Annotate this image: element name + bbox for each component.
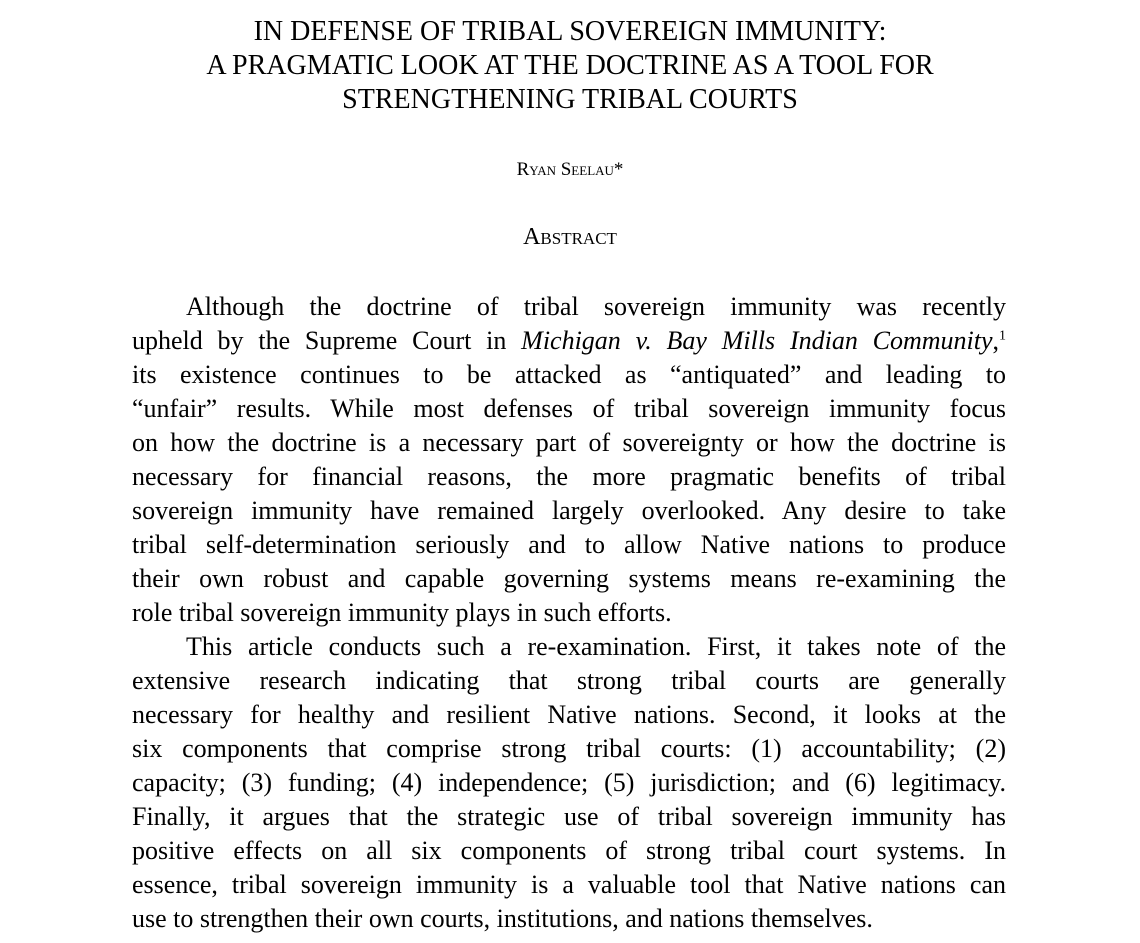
text-line: use to strengthen their own courts, institutions, and nations themselves. bbox=[132, 904, 873, 933]
title-line-3: STRENGTHENING TRIBAL COURTS bbox=[342, 84, 798, 115]
text-segment: , bbox=[992, 326, 1000, 355]
text-line: Finally, it argues that the strategic use of tribal sovereign immunity has bbox=[132, 802, 1006, 831]
author-name: Ryan Seelau bbox=[516, 159, 614, 180]
text-line: necessary for financial reasons, the more pragmatic benefits of tribal bbox=[132, 462, 1006, 491]
title-line-2: A PRAGMATIC LOOK AT THE DOCTRINE AS A TOOL FOR bbox=[206, 50, 934, 81]
text-line: essence, tribal sovereign immunity is a valuable tool that Native nations can bbox=[132, 870, 1006, 899]
abstract-paragraph-2 bbox=[132, 630, 1006, 936]
abstract-heading: Abstract bbox=[523, 224, 617, 250]
case-citation: Michigan v. Bay Mills Indian Community bbox=[521, 326, 993, 355]
text-line: their own robust and capable governing systems means re-examining the bbox=[132, 564, 1006, 593]
text-line: capacity; (3) funding; (4) independence; (5) jurisdiction; and (6) legitimacy. bbox=[132, 768, 1006, 797]
text-line: role tribal sovereign immunity plays in such efforts. bbox=[132, 598, 672, 627]
title-line-1: IN DEFENSE OF TRIBAL SOVEREIGN IMMUNITY: bbox=[253, 16, 887, 47]
text-line: extensive research indicating that strong tribal courts are generally bbox=[132, 666, 1006, 695]
text-line bbox=[132, 324, 1006, 358]
text-line: six components that comprise strong tribal courts: (1) accountability; (2) bbox=[132, 734, 1006, 763]
text-line: on how the doctrine is a necessary part of sovereignty or how the doctrine is bbox=[132, 428, 1006, 457]
text-line: positive effects on all six components of strong tribal court systems. In bbox=[132, 836, 1006, 865]
text-line: sovereign immunity have remained largely overlooked. Any desire to take bbox=[132, 496, 1006, 525]
footnote-reference: 1 bbox=[999, 328, 1007, 344]
author-byline bbox=[0, 158, 1140, 182]
text-line: Although the doctrine of tribal sovereign immunity was recently bbox=[186, 292, 1006, 321]
text-line: “unfair” results. While most defenses of tribal sovereign immunity focus bbox=[132, 394, 1006, 423]
text-line: This article conducts such a re-examination. First, it takes note of the bbox=[186, 632, 1006, 661]
abstract-paragraph-1 bbox=[132, 290, 1006, 630]
text-line: necessary for healthy and resilient Native nations. Second, it looks at the bbox=[132, 700, 1006, 729]
text-line: its existence continues to be attacked as “antiquated” and leading to bbox=[132, 360, 1006, 389]
abstract-body bbox=[132, 290, 1006, 936]
text-line: tribal self-determination seriously and to allow Native nations to produce bbox=[132, 530, 1006, 559]
article-title bbox=[0, 15, 1140, 117]
text-segment: upheld by the Supreme Court in bbox=[132, 326, 522, 355]
author-footnote-marker: * bbox=[613, 159, 624, 180]
